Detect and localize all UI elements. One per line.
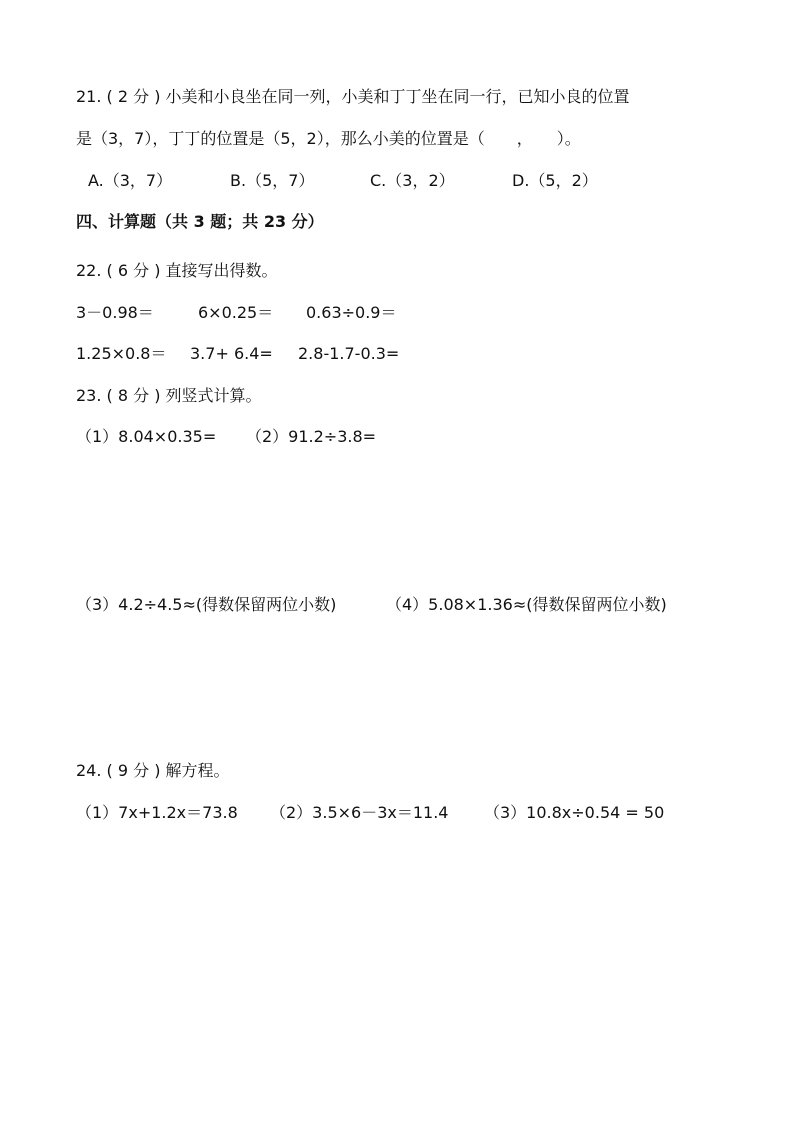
q21-option-c[interactable]: C.（3，2） [370, 171, 455, 190]
q21-stem-line-2: 是（3，7），丁丁的位置是（5，2），那么小美的位置是（ ， ）。 [76, 129, 581, 148]
q24-item: （1）7x+1.2x＝73.8 [76, 803, 238, 822]
q22-item: 3－0.98＝ [76, 303, 154, 322]
q22-stem: 22. ( 6 分 ) 直接写出得数。 [76, 261, 278, 280]
q23-item: （4）5.08×1.36≈(得数保留两位小数) [386, 595, 667, 614]
section-title: 四、计算题（共 3 题；共 23 分） [76, 212, 324, 231]
q21-option-b[interactable]: B.（5，7） [230, 171, 315, 190]
q24-stem: 24. ( 9 分 ) 解方程。 [76, 761, 230, 780]
q23-stem: 23. ( 8 分 ) 列竖式计算。 [76, 386, 262, 405]
q23-item: （2）91.2÷3.8= [246, 427, 377, 446]
q23-item: （3）4.2÷4.5≈(得数保留两位小数) [76, 595, 337, 614]
q22-item: 6×0.25＝ [198, 303, 274, 322]
q24-item: （3）10.8x÷0.54 = 50 [484, 803, 665, 822]
q22-item: 2.8-1.7-0.3= [298, 344, 400, 363]
q21-stem-line-1: 21. ( 2 分 ) 小美和小良坐在同一列，小美和丁丁坐在同一行，已知小良的位置 [76, 87, 630, 106]
q21-option-d[interactable]: D.（5，2） [512, 171, 598, 190]
q24-item: （2）3.5×6－3x＝11.4 [270, 803, 449, 822]
q21-option-a[interactable]: A.（3，7） [88, 171, 173, 190]
q22-item: 0.63÷0.9＝ [306, 303, 397, 322]
q22-item: 1.25×0.8＝ [76, 344, 167, 363]
q23-item: （1）8.04×0.35= [76, 427, 217, 446]
q22-item: 3.7+ 6.4= [190, 344, 273, 363]
